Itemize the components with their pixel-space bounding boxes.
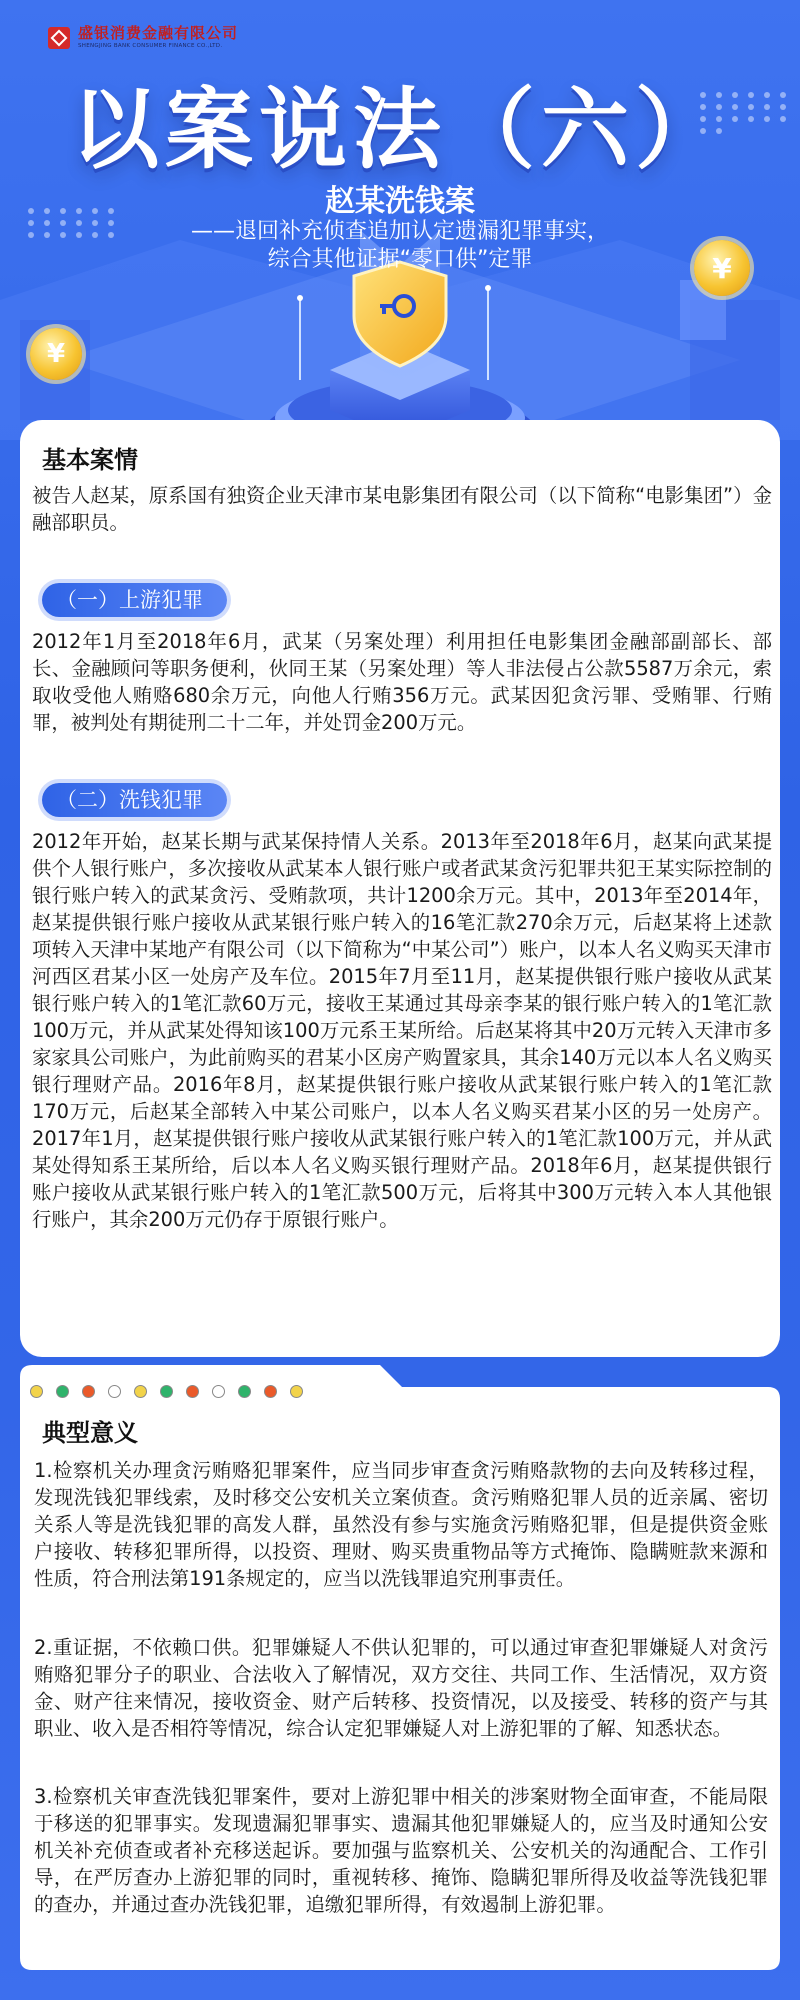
section-label-upstream-crime: （一）上游犯罪 xyxy=(42,583,227,617)
money-laundering-text: 2012年开始，赵某长期与武某保持情人关系。2013年至2018年6月，赵某向武某提供个人银行账户，多次接收从武某本人银行账户或者武某贪污犯罪共犯王某实际控制的银行账户转入的武某贪污、受贿款项，共计1200余万元。其中，2013年至2014年，赵某提供银行账户接收从武某银行账户转入的16笔汇款270余万元，后赵某将上述款项转入天津中某地产有限公司（以下简称为“中某公司”）账户，以本人名义购买天津市河西区君某小区一处房产及车位。2015年7月至11月，赵某提供银行账户接收从武某银行账户转入的1笔汇款60万元，接收王某通过其母亲李某的银行账户转入的1笔汇款100万元，并从武某处得知该100万元系王某所给。后赵某将其中20万元转入天津市多家家具公司账户，为此前购买的君某小区房产购置家具，其余140万元以本人名义购买银行理财产品。2016年8月，赵某提供银行账户接收从武某银行账户转入的1笔汇款170万元，后赵某全部转入中某公司账户，以本人名义购买君某小区的另一处房产。2017年1月，赵某提供银行账户接收从武某银行账户转入的1笔汇款100万元，并从武某处得知系王某所给，后以本人名义购买银行理财产品。2018年6月，赵某提供银行账户接收从武某银行账户转入的1笔汇款500万元，后将其中300万元转入本人其他银行账户，其余200万元仍存于原银行账户。 xyxy=(32,830,772,1231)
decorative-dot-icon xyxy=(186,1385,199,1398)
logo-company-name: 盛银消费金融有限公司 xyxy=(78,24,239,42)
decorative-dot-icon xyxy=(108,1385,121,1398)
decorative-dot-icon xyxy=(82,1385,95,1398)
defendant-intro: 被告人赵某，原系国有独资企业天津市某电影集团有限公司（以下简称“电影集团”）金融部职员。 xyxy=(32,484,772,534)
decorative-dot-icon xyxy=(56,1385,69,1398)
decorative-dot-icon xyxy=(30,1385,43,1398)
basic-case-card xyxy=(20,420,780,1357)
significance-point-2: 2.重证据，不依赖口供。犯罪嫌疑人不供认犯罪的，可以通过审查犯罪嫌疑人对贪污贿赂犯罪分子的职业、合法收入了解情况，双方交往、共同工作、生活情况，双方资金、财产往来情况，接收资金、财产后转移、投资情况，以及接受、转移的资产与其职业、收入是否相符等情况，综合认定犯罪嫌疑人对上游犯罪的了解、知悉状态。 xyxy=(34,1636,768,1740)
case-subtitle-line-1: ——退回补充侦查追加认定遗漏犯罪事实， xyxy=(190,219,609,244)
decorative-dots-row xyxy=(30,1385,303,1398)
yuan-coin-icon: ¥ xyxy=(694,240,750,296)
case-subtitle-line-2: 综合其他证据“零口供”定罪 xyxy=(267,247,533,272)
basic-case-title: 基本案情 xyxy=(42,446,138,474)
upstream-crime-text: 2012年1月至2018年6月，武某（另案处理）利用担任电影集团金融部副部长、部长、金融顾问等职务便利，伙同王某（另案处理）等人非法侵占公款5587万余元，索取收受他人贿赂680余万元，向他人行贿356万元。武某因犯贪污罪、受贿罪、行贿罪，被判处有期徒刑二十二年，并处罚金200万元。 xyxy=(32,630,772,734)
yuan-coin-icon: ¥ xyxy=(30,328,82,380)
significance-card xyxy=(20,1365,780,1970)
decorative-dot-icon xyxy=(212,1385,225,1398)
decorative-dot-icon xyxy=(134,1385,147,1398)
decorative-dot-icon xyxy=(264,1385,277,1398)
logo-company-name-en: SHENGJING BANK CONSUMER FINANCE CO.,LTD. xyxy=(78,43,223,49)
case-name: 赵某洗钱案 xyxy=(325,184,475,219)
significance-point-3: 3.检察机关审查洗钱犯罪案件，要对上游犯罪中相关的涉案财物全面审查，不能局限于移送的犯罪事实。发现遗漏犯罪事实、遗漏其他犯罪嫌疑人的，应当及时通知公安机关补充侦查或者补充移送起诉。要加强与监察机关、公安机关的沟通配合、工作引导，在严厉查办上游犯罪的同时，重视转移、掩饰、隐瞒犯罪所得及收益等洗钱犯罪的查办，并通过查办洗钱犯罪，追缴犯罪所得，有效遏制上游犯罪。 xyxy=(34,1785,768,1916)
significance-point-1: 1.检察机关办理贪污贿赂犯罪案件，应当同步审查贪污贿赂款物的去向及转移过程，发现洗钱犯罪线索，及时移交公安机关立案侦查。贪污贿赂犯罪人员的近亲属、密切关系人等是洗钱犯罪的高发人群，虽然没有参与实施贪污贿赂犯罪，但是提供资金账户接收、转移犯罪所得，以投资、理财、购买贵重物品等方式掩饰、隐瞒赃款来源和性质，符合刑法第191条规定的，应当以洗钱罪追究刑事责任。 xyxy=(34,1459,768,1590)
decorative-dot-icon xyxy=(290,1385,303,1398)
page-title: 以案说法（六） xyxy=(70,78,729,181)
logo-mark-icon xyxy=(48,27,70,49)
significance-title: 典型意义 xyxy=(42,1419,138,1447)
header-banner xyxy=(0,0,800,440)
decorative-dot-icon xyxy=(160,1385,173,1398)
decorative-dot-icon xyxy=(238,1385,251,1398)
section-label-money-laundering: （二）洗钱犯罪 xyxy=(42,783,227,817)
company-logo xyxy=(48,26,238,50)
